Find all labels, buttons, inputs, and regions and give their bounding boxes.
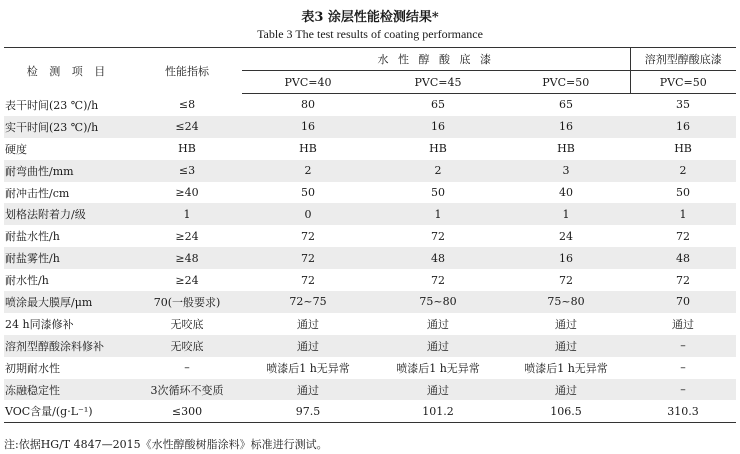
header-group-water: 水 性 醇 酸 底 漆 [242, 48, 630, 71]
table-row [4, 116, 736, 138]
cell-value: 72 [301, 229, 315, 243]
cell-value: 50 [301, 186, 315, 199]
cell-value: HB [674, 142, 692, 156]
results-table-container [4, 47, 736, 423]
table-row [4, 313, 736, 335]
row-label: 耐盐雾性/h [4, 247, 132, 269]
cell-value: 通过 [242, 335, 374, 357]
cell-index: ≤24 [132, 116, 242, 138]
cell-value: – [630, 379, 736, 401]
cell-value: 65 [559, 98, 574, 112]
cell-value: 2 [630, 160, 736, 182]
table-row [4, 203, 736, 225]
cell-value: 72 [431, 229, 445, 243]
table-row [4, 291, 736, 313]
cell-value: 75~80 [502, 291, 630, 313]
cell-value: 0 [242, 203, 374, 225]
cell-index: ≤8 [178, 98, 196, 112]
cell-value: 72 [431, 273, 445, 287]
cell-value: 通过 [374, 335, 502, 357]
cell-value: 72 [676, 229, 691, 243]
cell-value: 16 [630, 116, 736, 138]
table-row [4, 379, 736, 401]
cell-value: 通过 [242, 379, 374, 401]
cell-value: 16 [502, 116, 630, 138]
cell-value: 50 [676, 186, 691, 199]
cell-value: 24 [559, 229, 574, 243]
table-row [4, 400, 736, 422]
table-row [4, 182, 736, 204]
row-label: VOC含量/(g·L⁻¹) [4, 400, 132, 422]
table-footnote: 注:依据HG/T 4847—2015《水性醇酸树脂涂料》标准进行测试。 [4, 438, 328, 451]
table-row [4, 335, 736, 357]
row-label: 24 h同漆修补 [5, 317, 74, 331]
cell-value: 1 [630, 203, 736, 225]
row-label: 耐冲击性/cm [5, 186, 70, 200]
table-row [4, 247, 736, 269]
cell-value: – [630, 335, 736, 357]
cell-index: ≤3 [132, 160, 242, 182]
cell-value: 72 [301, 273, 315, 287]
table-row [4, 357, 736, 379]
table-row [4, 269, 736, 291]
header-sub-solvent-pvc50: PVC=50 [630, 71, 736, 94]
cell-value: 80 [301, 98, 315, 112]
cell-index: ≥48 [132, 247, 242, 269]
cell-value: 16 [374, 116, 502, 138]
cell-index: – [184, 361, 190, 375]
cell-index: 70(一般要求) [132, 291, 242, 313]
row-label: 冻融稳定性 [4, 379, 132, 401]
table-title-cn: 表3 涂层性能检测结果* [301, 10, 439, 25]
cell-index: 无咬底 [170, 317, 204, 331]
cell-value: 106.5 [502, 400, 630, 422]
cell-value: 1 [502, 203, 630, 225]
cell-value: 16 [242, 116, 374, 138]
cell-value: 40 [559, 186, 574, 199]
header-sub-pvc40: PVC=40 [242, 71, 374, 94]
table-row [4, 160, 736, 182]
cell-index: ≤300 [132, 400, 242, 422]
row-label: 溶剂型醇酸涂料修补 [4, 335, 132, 357]
cell-value: 72 [676, 273, 691, 287]
cell-value: 通过 [374, 379, 502, 401]
cell-value: 75~80 [374, 291, 502, 313]
cell-value: 310.3 [630, 400, 736, 422]
header-group-solvent: 溶剂型醇酸底漆 [630, 48, 736, 71]
cell-index: 无咬底 [132, 335, 242, 357]
cell-index: ≥24 [175, 229, 199, 243]
cell-value: 50 [431, 186, 445, 199]
table-row [4, 138, 736, 160]
cell-index: ≥24 [175, 273, 199, 287]
cell-value: 72 [242, 247, 374, 269]
row-label: 实干时间(23 ℃)/h [4, 116, 132, 138]
table-title-en: Table 3 The test results of coating performance [257, 27, 483, 41]
cell-value: 97.5 [242, 400, 374, 422]
cell-value: 72~75 [242, 291, 374, 313]
row-label: 表干时间(23 ℃)/h [5, 98, 99, 112]
row-label: 喷涂最大膜厚/μm [4, 291, 132, 313]
row-label: 耐盐水性/h [5, 230, 60, 244]
results-table [4, 47, 736, 423]
row-label: 划格法附着力/级 [4, 203, 132, 225]
cell-value: 48 [630, 247, 736, 269]
cell-value: 通过 [427, 317, 449, 331]
table-row [4, 94, 736, 116]
cell-value: 2 [242, 160, 374, 182]
cell-value: 35 [676, 98, 691, 112]
cell-value: 101.2 [374, 400, 502, 422]
table-body [4, 94, 736, 423]
header-sub-pvc50: PVC=50 [502, 71, 630, 94]
cell-value: 3 [502, 160, 630, 182]
cell-value: 通过 [502, 335, 630, 357]
cell-value: 通过 [555, 317, 578, 331]
cell-value: HB [299, 142, 317, 156]
cell-value: 65 [431, 98, 445, 112]
cell-value: 1 [374, 203, 502, 225]
cell-value: 喷漆后1 h无异常 [396, 361, 480, 375]
cell-value: 喷漆后1 h无异常 [266, 361, 350, 375]
cell-value: HB [557, 142, 575, 156]
cell-value: 喷漆后1 h无异常 [524, 361, 608, 375]
cell-value: 70 [630, 291, 736, 313]
cell-index: ≥40 [175, 186, 199, 199]
cell-value: 72 [559, 273, 574, 287]
cell-value: 通过 [672, 317, 695, 331]
row-label: 初期耐水性 [5, 361, 60, 375]
table-row [4, 225, 736, 247]
cell-value: 2 [374, 160, 502, 182]
header-sub-pvc45: PVC=45 [374, 71, 502, 94]
cell-index: HB [178, 142, 196, 156]
cell-value: 通过 [502, 379, 630, 401]
cell-value: – [680, 361, 686, 375]
cell-value: 通过 [297, 317, 319, 331]
cell-value: HB [429, 142, 447, 156]
cell-index: 1 [132, 203, 242, 225]
row-label: 耐弯曲性/mm [4, 160, 132, 182]
row-label: 硬度 [5, 142, 27, 156]
header-item: 检 测 项 目 [26, 64, 110, 78]
row-label: 耐水性/h [5, 274, 49, 288]
cell-value: 16 [502, 247, 630, 269]
header-index: 性能指标 [165, 64, 209, 78]
cell-index: 3次循环不变质 [132, 379, 242, 401]
cell-value: 48 [374, 247, 502, 269]
